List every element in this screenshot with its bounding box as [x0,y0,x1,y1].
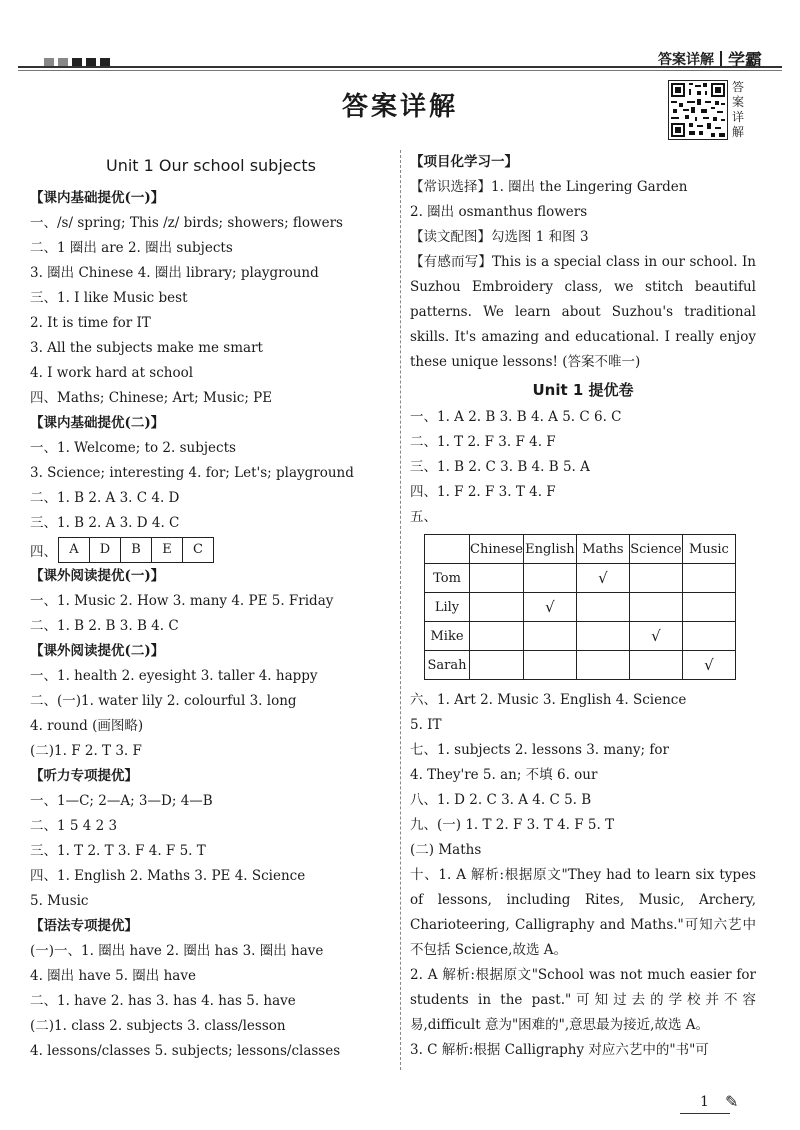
qr-side-char: 解 [732,125,745,139]
section-heading: 【课外阅读提优(一)】 [30,568,165,584]
table-row-label: Sarah [425,651,470,680]
header-rule-thin [18,70,782,71]
qr-code-icon[interactable] [668,80,728,140]
table-row [425,593,736,622]
answer-list [410,150,756,250]
right-column [410,150,756,1063]
table-cell [576,593,629,622]
answer-line: 一、1—C; 2—A; 3—D; 4—B [30,793,213,809]
footer-rule [680,1113,730,1114]
column-divider [400,150,401,1070]
explanation-text: 解析:根据原文"They had to learn six types of lessons, including Rites, Music, Archery, Charioteering, Calligraphy and Maths."可知六艺中不包括 Science,故选 A。 [410,867,756,958]
answer-line: 三、1. I like Music best [30,290,188,306]
table-cell [682,593,735,622]
answer-line: 二、(一)1. water lily 2. colourful 3. long [30,693,297,709]
explanation-answer: 3. C [410,1042,438,1058]
answer-line: 一、1. A 2. B 3. B 4. A 5. C 6. C [410,409,622,425]
table-cell [470,593,524,622]
section-heading: 【项目化学习一】 [410,154,518,170]
answer-line: 3. All the subjects make me smart [30,340,263,356]
sequence-box-row [30,536,392,564]
answer-line: (二)1. F 2. T 3. F [30,743,142,759]
left-column [30,150,392,1064]
section-heading: 【语法专项提优】 [30,918,138,934]
pencil-icon: ✎ [725,1092,739,1111]
answer-line: 四、Maths; Chinese; Art; Music; PE [30,390,273,406]
table-cell [523,564,576,593]
answer-line: 2. It is time for IT [30,315,151,331]
section-heading: 【听力专项提优】 [30,768,138,784]
sequence-box: A [58,537,90,563]
answer-line: 一、1. health 2. eyesight 3. taller 4. happy [30,668,318,684]
table-header-cell [425,535,470,564]
explanation-text: 解析:根据 Calligraphy 对应六艺中的"书"可 [441,1042,709,1058]
answer-line: 六、1. Art 2. Music 3. English 4. Science [410,692,687,708]
explanation-answer: 十、1. A [410,867,467,883]
answer-line: 4. round (画图略) [30,718,144,734]
answer-line: 七、1. subjects 2. lessons 3. many; for [410,742,669,758]
section-heading: 【课外阅读提优(二)】 [30,643,165,659]
table-cell [629,651,682,680]
writing-answer: 【有感而写】This is a special class in our school. In Suzhou Embroidery class, we stitch beautiful patterns. We learn about Suzhou's traditional skills. It's amazing and educational. I really enjoy these unique lessons! (答案不唯一) [410,254,756,370]
answer-line: 4. lessons/classes 5. subjects; lessons/classes [30,1043,341,1059]
answer-line: 三、1. B 2. C 3. B 4. B 5. A [410,459,590,475]
table-cell [576,651,629,680]
answer-line: 【读文配图】勾选图 1 和图 3 [410,229,589,245]
answer-line: 四、1. F 2. F 3. T 4. F [410,484,556,500]
check-mark: √ [704,656,714,674]
answer-line: 二、1. T 2. F 3. F 4. F [410,434,556,450]
table-row [425,622,736,651]
answer-list [30,564,392,1064]
answer-line: 二、1. B 2. B 3. B 4. C [30,618,179,634]
qr-side-char: 答 [732,80,745,94]
qr-side-char: 详 [732,110,745,124]
answer-list [410,688,756,863]
answer-line: 5. Music [30,893,89,909]
table-cell [523,622,576,651]
table-cell [523,593,576,622]
table-cell [629,564,682,593]
answer-line: 五、 [410,509,437,525]
answer-line: (一)一、1. 圈出 have 2. 圈出 has 3. 圈出 have [30,943,324,959]
table-row [425,651,736,680]
brand-logo: 学霸 [728,51,762,71]
answer-line: 三、1. B 2. A 3. D 4. C [30,515,180,531]
table-row-label: Tom [425,564,470,593]
header-rule [18,66,782,68]
section-heading: 【课内基础提优(二)】 [30,415,165,431]
table-cell [629,622,682,651]
check-mark: √ [545,598,555,616]
answer-line: 九、(一) 1. T 2. F 3. T 4. F 5. T [410,817,615,833]
explanation-item [410,863,756,963]
answer-line: 二、1. have 2. has 3. has 4. has 5. have [30,993,296,1009]
answer-line: 二、1. B 2. A 3. C 4. D [30,490,180,506]
table-cell [682,651,735,680]
answer-line: 四、1. English 2. Maths 3. PE 4. Science [30,868,306,884]
answer-line: 4. They're 5. an; 不填 6. our [410,767,598,783]
answer-line: 一、1. Music 2. How 3. many 4. PE 5. Friday [30,593,334,609]
answer-list [30,186,392,536]
explanation-item [410,1038,756,1063]
table-cell [576,564,629,593]
table-header-cell: Chinese [470,535,524,564]
answer-line: 4. 圈出 have 5. 圈出 have [30,968,196,984]
answer-line: 三、1. T 2. T 3. F 4. F 5. T [30,843,206,859]
page-number: 1 [700,1094,709,1110]
check-mark: √ [651,627,661,645]
table-row-label: Mike [425,622,470,651]
answer-line: 3. 圈出 Chinese 4. 圈出 library; playground [30,265,319,281]
sequence-box: E [151,537,183,563]
answer-line: 5. IT [410,717,442,733]
sequence-box: C [182,537,214,563]
table-cell [523,651,576,680]
answer-line: 2. 圈出 osmanthus flowers [410,204,588,220]
table-header-cell: Music [682,535,735,564]
explanation-text: 解析:根据原文"School was not much easier for students in the past."可知过去的学校并不容易,difficult 意为"困难的",意思最为接近,故选 A。 [410,967,756,1033]
unit-title: Unit 1 Our school subjects [105,156,317,175]
subject-table [424,534,736,680]
answer-line: 4. I work hard at school [30,365,194,381]
table-cell [470,651,524,680]
table-header-cell: Maths [576,535,629,564]
answer-line: 二、1 圈出 are 2. 圈出 subjects [30,240,233,256]
table-header-row [425,535,736,564]
explanation-item [410,963,756,1038]
answer-line: 3. Science; interesting 4. for; Let's; playground [30,465,354,481]
table-cell [470,622,524,651]
header-decoration [44,58,110,66]
explanation-answer: 2. A [410,967,438,983]
table-cell [470,564,524,593]
table-cell [682,564,735,593]
table-row-label: Lily [425,593,470,622]
answer-line: (二)1. class 2. subjects 3. class/lesson [30,1018,286,1034]
answer-line: 一、1. Welcome; to 2. subjects [30,440,236,456]
answer-line: 一、/s/ spring; This /z/ birds; showers; flowers [30,215,343,231]
sequence-boxes [59,537,214,563]
header-separator [720,51,722,67]
check-mark: √ [598,569,608,587]
qr-side-char: 案 [732,95,745,109]
section-heading: 【课内基础提优(一)】 [30,190,165,206]
table-header-cell: English [523,535,576,564]
sequence-box: D [89,537,121,563]
answer-line: 八、1. D 2. C 3. A 4. C 5. B [410,792,592,808]
answer-line: 二、1 5 4 2 3 [30,818,118,834]
qr-side-label [732,80,746,140]
sequence-box: B [120,537,152,563]
header-label: 答案详解 [658,51,714,68]
test-title: Unit 1 提优卷 [532,381,634,399]
table-header-cell: Science [629,535,682,564]
table-cell [576,622,629,651]
answer-list [410,405,756,530]
explanation-list [410,863,756,1063]
page-title: 答案详解 [341,92,458,122]
table-row [425,564,736,593]
table-cell [682,622,735,651]
table-cell [629,593,682,622]
answer-line: 【常识选择】1. 圈出 the Lingering Garden [410,179,688,195]
sequence-box-label: 四、 [30,544,57,560]
answer-line: (二) Maths [410,842,482,858]
